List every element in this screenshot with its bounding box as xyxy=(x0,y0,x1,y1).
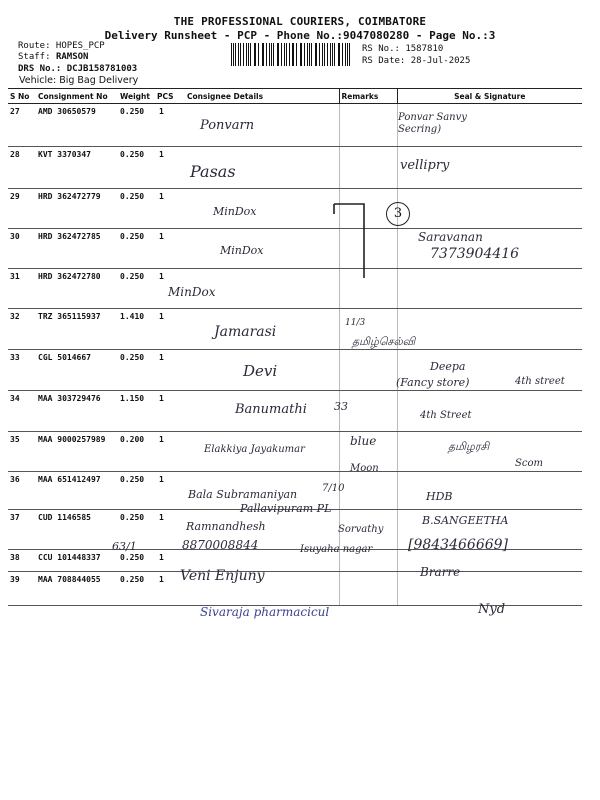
table-row xyxy=(8,189,582,229)
cell-remarks xyxy=(339,147,397,189)
cell-pcs: 1 xyxy=(155,572,185,606)
cell-seal xyxy=(397,189,582,229)
handwritten-consignee: Pasas xyxy=(190,162,236,181)
cell-weight: 0.250 xyxy=(118,104,155,147)
col-seal: Seal & Signature xyxy=(397,89,582,104)
handwritten-signature: 4th street xyxy=(515,376,565,387)
handwritten-consignee: MinDox xyxy=(213,205,257,218)
handwritten-remark: Isuyaha nagar xyxy=(300,544,373,555)
cell-pcs: 1 xyxy=(155,432,185,472)
handwritten-signature-phone: [9843466669] xyxy=(408,537,508,553)
handwritten-remark: blue xyxy=(350,434,377,448)
handwritten-remark: 11/3 xyxy=(345,318,366,328)
barcode-bar xyxy=(307,43,308,66)
col-consignment: Consignment No xyxy=(36,89,118,104)
barcode-bar xyxy=(266,43,267,66)
cell-consignment: CCU 101448337 xyxy=(36,550,118,572)
handwritten-remark: 33 xyxy=(334,400,348,413)
handwritten-consignee: Pallavipuram PL xyxy=(240,502,332,515)
handwritten-consignee: MinDox xyxy=(168,285,216,299)
handwritten-remark: Sorvathy xyxy=(338,524,384,535)
barcode-bar xyxy=(286,43,287,66)
rs-date: RS Date: 28-Jul-2025 xyxy=(362,56,471,66)
cell-weight: 0.250 xyxy=(118,350,155,391)
handwritten-signature: Scom xyxy=(515,458,543,469)
col-pcs: PCS xyxy=(155,89,185,104)
cell-pcs: 1 xyxy=(155,391,185,432)
staff-name: RAMSON xyxy=(55,52,89,62)
cell-weight: 0.250 xyxy=(118,550,155,572)
barcode-bar xyxy=(330,43,331,66)
cell-remarks xyxy=(339,350,397,391)
barcode-bar xyxy=(255,43,256,66)
table-row xyxy=(8,147,582,189)
handwritten-consignee: Elakkiya Jayakumar xyxy=(204,444,305,455)
barcode-image xyxy=(231,43,353,66)
barcode-bar xyxy=(316,43,317,66)
barcode-bar xyxy=(281,43,282,66)
cell-pcs: 1 xyxy=(155,189,185,229)
barcode-bar xyxy=(322,43,323,66)
cell-consignment: MAA 9000257989 xyxy=(36,432,118,472)
barcode-bar xyxy=(347,43,348,66)
handwritten-note: 7/10 xyxy=(322,483,345,494)
cell-sno: 29 xyxy=(8,189,36,229)
col-sno: S No xyxy=(8,89,36,104)
table-header-row xyxy=(8,89,582,104)
handwritten-signature-phone: 7373904416 xyxy=(430,246,520,262)
cell-seal xyxy=(397,269,582,309)
cell-sno: 36 xyxy=(8,472,36,510)
cell-seal xyxy=(397,472,582,510)
barcode-bar xyxy=(309,43,310,66)
cell-pcs: 1 xyxy=(155,229,185,269)
company-title: THE PROFESSIONAL COURIERS, COIMBATORE xyxy=(173,15,427,28)
cell-sno: 32 xyxy=(8,309,36,350)
handwritten-consignee: Devi xyxy=(243,362,278,380)
cell-pcs: 1 xyxy=(155,104,185,147)
handwritten-consignee: Sivaraja pharmacicul xyxy=(200,605,330,619)
route-label: Route: HOPES_PCP xyxy=(18,41,105,51)
handwritten-signature-name: B.SANGEETHA xyxy=(422,514,509,527)
cell-pcs: 1 xyxy=(155,472,185,510)
cell-consignment: MAA 708844055 xyxy=(36,572,118,606)
handwritten-consignee: MinDox xyxy=(220,244,264,257)
handwritten-consignee: Ramnandhesh xyxy=(186,520,266,533)
drs-number: DRS No.: DCJB158781003 xyxy=(18,64,138,74)
barcode-bar xyxy=(263,43,264,66)
runsheet-title: Delivery Runsheet - PCP - Phone No.:9047080280 - Page No.:3 xyxy=(104,29,496,42)
cell-sno: 38 xyxy=(8,550,36,572)
handwritten-remark: Moon xyxy=(350,463,379,474)
cell-seal xyxy=(397,432,582,472)
handwritten-signature: vellipry xyxy=(400,158,450,173)
staff-label: Staff: xyxy=(18,52,51,62)
rs-number: RS No.: 1587810 xyxy=(362,44,444,54)
handwritten-phone: 8870008844 xyxy=(182,538,259,552)
barcode-bar xyxy=(243,43,244,66)
handwritten-consignee: Banumathi xyxy=(235,402,307,417)
handwritten-signature: Nyd xyxy=(478,602,506,617)
table-row xyxy=(8,269,582,309)
cell-consignment: MAA 651412497 xyxy=(36,472,118,510)
handwritten-signature: தமிழ்செல்வி xyxy=(352,335,416,348)
cell-consignment: TRZ 365115937 xyxy=(36,309,118,350)
cell-remarks xyxy=(339,104,397,147)
handwritten-signature: (Fancy store) xyxy=(396,376,470,389)
vehicle-label: Vehicle: Big Bag Delivery xyxy=(19,75,139,86)
cell-weight: 0.250 xyxy=(118,189,155,229)
circled-page-mark: 3 xyxy=(386,202,410,226)
table-row xyxy=(8,104,582,147)
cell-weight: 1.410 xyxy=(118,309,155,350)
barcode-bar xyxy=(300,43,301,66)
cell-sno: 34 xyxy=(8,391,36,432)
cell-weight: 1.150 xyxy=(118,391,155,432)
col-weight: Weight xyxy=(118,89,155,104)
cell-weight: 0.200 xyxy=(118,432,155,472)
cell-pcs: 1 xyxy=(155,550,185,572)
cell-consignment: AMD 30650579 xyxy=(36,104,118,147)
cell-consignment: CUD 1146585 xyxy=(36,510,118,550)
cell-weight: 0.250 xyxy=(118,147,155,189)
handwritten-signature: Ponvar Sanvy Secring) xyxy=(398,112,467,135)
cell-sno: 37 xyxy=(8,510,36,550)
handwritten-signature: Brarre xyxy=(420,565,461,579)
cell-sno: 33 xyxy=(8,350,36,391)
handwritten-signature-name: Saravanan xyxy=(418,230,483,244)
cell-weight: 0.250 xyxy=(118,572,155,606)
cell-seal xyxy=(397,309,582,350)
handwritten-signature: HDB xyxy=(426,490,453,503)
handwritten-consignee: Jamarasi xyxy=(214,324,277,340)
cell-consignment: HRD 362472780 xyxy=(36,269,118,309)
cell-sno: 28 xyxy=(8,147,36,189)
handwritten-signature: Deepa xyxy=(430,360,466,373)
handwritten-consignee: Veni Enjuny xyxy=(180,568,265,584)
runsheet-table xyxy=(8,88,582,606)
barcode-bar xyxy=(250,43,251,66)
table-row xyxy=(8,309,582,350)
cell-remarks xyxy=(339,472,397,510)
cell-remarks xyxy=(339,572,397,606)
cell-pcs: 1 xyxy=(155,510,185,550)
handwritten-signature: தமிழரசி xyxy=(448,440,490,453)
barcode-bar xyxy=(238,43,239,66)
cell-weight: 0.250 xyxy=(118,229,155,269)
staff-line xyxy=(18,52,88,62)
handwritten-consignee: Ponvarn xyxy=(200,118,255,133)
table-row xyxy=(8,350,582,391)
barcode-bar xyxy=(273,43,274,66)
bracket-mark xyxy=(320,200,372,282)
barcode-bar xyxy=(342,43,343,66)
barcode-bar xyxy=(293,43,294,66)
cell-consignment: KVT 3370347 xyxy=(36,147,118,189)
handwritten-consignee: Bala Subramaniyan xyxy=(188,488,298,501)
cell-sno: 39 xyxy=(8,572,36,606)
handwritten-signature: 4th Street xyxy=(420,410,472,421)
cell-weight: 0.250 xyxy=(118,510,155,550)
cell-consignment: MAA 303729476 xyxy=(36,391,118,432)
cell-sno: 27 xyxy=(8,104,36,147)
cell-pcs: 1 xyxy=(155,147,185,189)
cell-sno: 30 xyxy=(8,229,36,269)
cell-sno: 35 xyxy=(8,432,36,472)
col-consignee: Consignee Details xyxy=(185,89,339,104)
barcode-bar xyxy=(334,43,335,66)
cell-weight: 0.250 xyxy=(118,269,155,309)
cell-weight: 0.250 xyxy=(118,472,155,510)
cell-consignment: HRD 362472779 xyxy=(36,189,118,229)
handwritten-note: 63/1 xyxy=(112,540,137,553)
cell-sno: 31 xyxy=(8,269,36,309)
cell-consignee xyxy=(185,189,339,229)
col-remarks: Remarks xyxy=(339,89,397,104)
cell-consignment: CGL 5014667 xyxy=(36,350,118,391)
cell-pcs: 1 xyxy=(155,350,185,391)
cell-consignment: HRD 362472785 xyxy=(36,229,118,269)
barcode-bar xyxy=(231,43,232,66)
cell-pcs: 1 xyxy=(155,309,185,350)
cell-pcs: 1 xyxy=(155,269,185,309)
table-row xyxy=(8,572,582,606)
